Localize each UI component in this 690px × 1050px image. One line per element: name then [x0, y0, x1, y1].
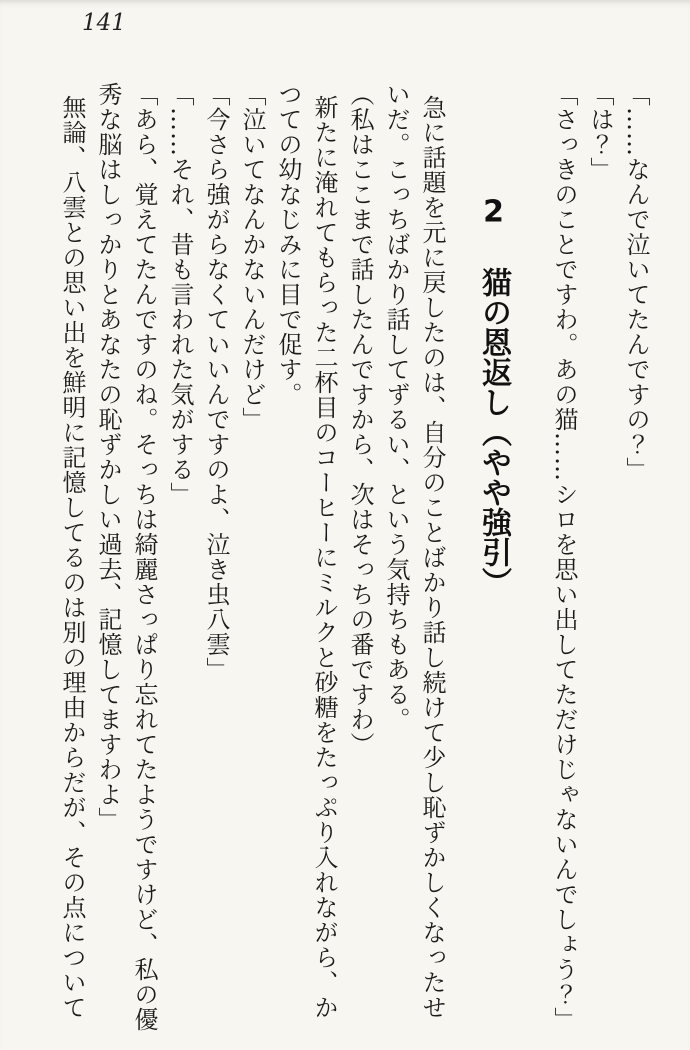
dialogue-line-not-crying: 「泣いてなんかないんだけど」: [238, 82, 266, 432]
chapter-number: 2: [483, 197, 504, 227]
page-number: 141: [82, 10, 126, 36]
dialogue-line-crybaby-yakumo: 「今さら強がらなくていいんですのよ、泣き虫八雲」: [202, 82, 230, 682]
dialogue-line-why-crying: 「……なんで泣いてたんですの？」: [622, 82, 650, 482]
dialogue-line-huh: 「は？」: [586, 82, 614, 182]
chapter-title: 猫の恩返し（やや強引）: [476, 267, 511, 598]
chapter-heading: [464, 82, 522, 1034]
thought-line-your-turn: （私はここまで話したんですから、次はそっちの番ですわ）: [346, 82, 374, 757]
dialogue-line-about-earlier: 「さっきのことですわ。あの猫……シロを思い出してただけじゃないんでしょう？」: [550, 82, 578, 1032]
dialogue-line-heard-before: 「……それ、昔も言われた気がする」: [166, 82, 194, 507]
narrative-topic-change: 急に話題を元に戻したのは、自分のことばかり話し続けて少し恥ずかしくなったせいだ。こっちばかり話してずるい、という気持ちもある。: [382, 82, 446, 1020]
dialogue-line-remember-past: 「あら、覚えてたんですのね。そっちは綺麗さっぱり忘れてたようですけど、私の優秀な脳はしっかりとあなたの恥ずかしい過去、記憶してますわよ」: [94, 82, 158, 1032]
narrative-another-reason: 無論、八雲との思い出を鮮明に記憶してるのは別の理由からだが、その点について: [58, 95, 86, 1020]
narrative-coffee-milk-sugar: 新たに淹れてもらった二杯目のコーヒーにミルクと砂糖をたっぷり入れながら、かつての幼なじみに目で促す。: [274, 82, 338, 1020]
vertical-text-area: [24, 82, 654, 1034]
